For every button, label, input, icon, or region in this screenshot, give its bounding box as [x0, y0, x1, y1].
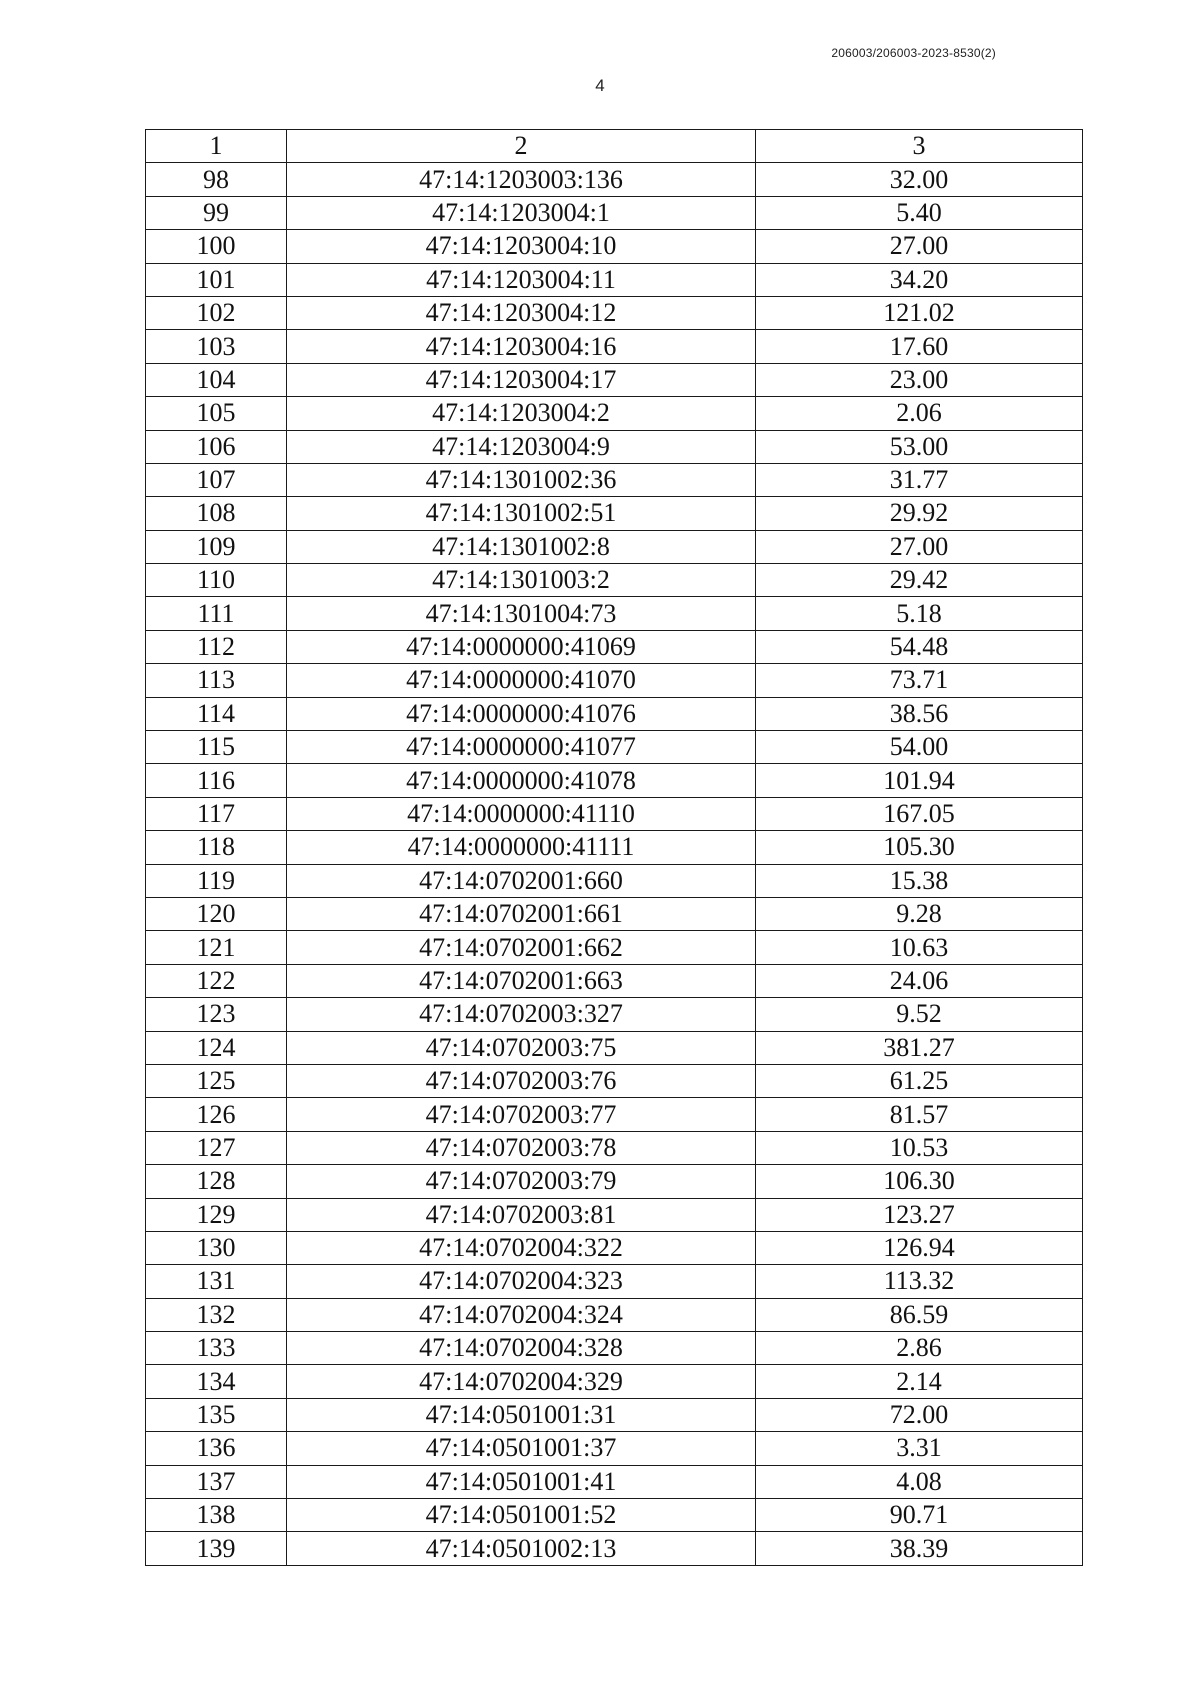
table-row: [146, 964, 1083, 997]
row-number-cell: 125: [146, 1064, 287, 1097]
value-cell: 10.63: [756, 931, 1083, 964]
row-number-cell: 127: [146, 1131, 287, 1164]
cadastral-number-cell: 47:14:1301003:2: [287, 564, 756, 597]
row-number-cell: 100: [146, 230, 287, 263]
table-row: [146, 1098, 1083, 1131]
cadastral-number-cell: 47:14:1203004:17: [287, 363, 756, 396]
value-cell: 23.00: [756, 363, 1083, 396]
cadastral-number-cell: 47:14:0702001:662: [287, 931, 756, 964]
value-cell: 31.77: [756, 463, 1083, 496]
cadastral-number-cell: 47:14:1301002:8: [287, 530, 756, 563]
row-number-cell: 116: [146, 764, 287, 797]
cadastral-number-cell: 47:14:0702004:329: [287, 1365, 756, 1398]
value-cell: 5.40: [756, 196, 1083, 229]
table-row: [146, 1465, 1083, 1498]
cadastral-number-cell: 47:14:1203004:2: [287, 397, 756, 430]
cadastral-number-cell: 47:14:0000000:41110: [287, 797, 756, 830]
value-cell: 10.53: [756, 1131, 1083, 1164]
row-number-cell: 109: [146, 530, 287, 563]
table-row: [146, 1031, 1083, 1064]
value-cell: 381.27: [756, 1031, 1083, 1064]
row-number-cell: 128: [146, 1165, 287, 1198]
row-number-cell: 108: [146, 497, 287, 530]
column-header-2: 2: [287, 130, 756, 163]
row-number-cell: 137: [146, 1465, 287, 1498]
data-table: [145, 129, 1083, 1566]
value-cell: 2.14: [756, 1365, 1083, 1398]
value-cell: 106.30: [756, 1165, 1083, 1198]
cadastral-number-cell: 47:14:0702001:663: [287, 964, 756, 997]
row-number-cell: 136: [146, 1432, 287, 1465]
value-cell: 123.27: [756, 1198, 1083, 1231]
row-number-cell: 113: [146, 664, 287, 697]
cadastral-number-cell: 47:14:1203004:10: [287, 230, 756, 263]
table-row: [146, 1064, 1083, 1097]
cadastral-number-cell: 47:14:1203004:12: [287, 296, 756, 329]
page-number: 4: [595, 76, 605, 95]
value-cell: 9.52: [756, 998, 1083, 1031]
column-header-3: 3: [756, 130, 1083, 163]
row-number-cell: 118: [146, 831, 287, 864]
cadastral-number-cell: 47:14:1203004:1: [287, 196, 756, 229]
table-row: [146, 530, 1083, 563]
value-cell: 101.94: [756, 764, 1083, 797]
row-number-cell: 106: [146, 430, 287, 463]
cadastral-number-cell: 47:14:0000000:41069: [287, 630, 756, 663]
row-number-cell: 119: [146, 864, 287, 897]
table-row: [146, 998, 1083, 1031]
row-number-cell: 107: [146, 463, 287, 496]
table-row: [146, 1131, 1083, 1164]
value-cell: 9.28: [756, 897, 1083, 930]
table-row: [146, 296, 1083, 329]
cadastral-number-cell: 47:14:0501001:37: [287, 1432, 756, 1465]
value-cell: 113.32: [756, 1265, 1083, 1298]
table-row: [146, 564, 1083, 597]
value-cell: 27.00: [756, 530, 1083, 563]
row-number-cell: 115: [146, 731, 287, 764]
table-row: [146, 1231, 1083, 1264]
table-row: [146, 1332, 1083, 1365]
table-row: [146, 1365, 1083, 1398]
value-cell: 29.42: [756, 564, 1083, 597]
row-number-cell: 122: [146, 964, 287, 997]
table-row: [146, 263, 1083, 296]
table-row: [146, 163, 1083, 196]
value-cell: 29.92: [756, 497, 1083, 530]
row-number-cell: 139: [146, 1532, 287, 1565]
row-number-cell: 112: [146, 630, 287, 663]
cadastral-number-cell: 47:14:0000000:41077: [287, 731, 756, 764]
value-cell: 86.59: [756, 1298, 1083, 1331]
cadastral-number-cell: 47:14:1203004:11: [287, 263, 756, 296]
table-row: [146, 397, 1083, 430]
table-row: [146, 497, 1083, 530]
row-number-cell: 110: [146, 564, 287, 597]
row-number-cell: 105: [146, 397, 287, 430]
row-number-cell: 133: [146, 1332, 287, 1365]
value-cell: 27.00: [756, 230, 1083, 263]
row-number-cell: 132: [146, 1298, 287, 1331]
cadastral-number-cell: 47:14:1203004:16: [287, 330, 756, 363]
column-header-1: 1: [146, 130, 287, 163]
table-row: [146, 463, 1083, 496]
value-cell: 105.30: [756, 831, 1083, 864]
row-number-cell: 135: [146, 1398, 287, 1431]
cadastral-number-cell: 47:14:0702004:323: [287, 1265, 756, 1298]
table-row: [146, 1265, 1083, 1298]
value-cell: 38.39: [756, 1532, 1083, 1565]
cadastral-number-cell: 47:14:1203003:136: [287, 163, 756, 196]
value-cell: 32.00: [756, 163, 1083, 196]
cadastral-number-cell: 47:14:0000000:41070: [287, 664, 756, 697]
table-row: [146, 430, 1083, 463]
table-row: [146, 731, 1083, 764]
cadastral-number-cell: 47:14:0702003:327: [287, 998, 756, 1031]
cadastral-number-cell: 47:14:0000000:41111: [287, 831, 756, 864]
table-row: [146, 1499, 1083, 1532]
cadastral-number-cell: 47:14:0501001:41: [287, 1465, 756, 1498]
cadastral-number-cell: 47:14:0702003:79: [287, 1165, 756, 1198]
value-cell: 2.86: [756, 1332, 1083, 1365]
table-row: [146, 630, 1083, 663]
row-number-cell: 101: [146, 263, 287, 296]
table-row: [146, 764, 1083, 797]
value-cell: 61.25: [756, 1064, 1083, 1097]
table-row: [146, 230, 1083, 263]
cadastral-number-cell: 47:14:0000000:41078: [287, 764, 756, 797]
table-row: [146, 1165, 1083, 1198]
cadastral-number-cell: 47:14:0702001:660: [287, 864, 756, 897]
value-cell: 167.05: [756, 797, 1083, 830]
cadastral-number-cell: 47:14:1203004:9: [287, 430, 756, 463]
value-cell: 73.71: [756, 664, 1083, 697]
table-row: [146, 897, 1083, 930]
row-number-cell: 98: [146, 163, 287, 196]
table-row: [146, 1432, 1083, 1465]
row-number-cell: 124: [146, 1031, 287, 1064]
row-number-cell: 99: [146, 196, 287, 229]
cadastral-number-cell: 47:14:1301002:36: [287, 463, 756, 496]
value-cell: 34.20: [756, 263, 1083, 296]
table-row: [146, 363, 1083, 396]
cadastral-number-cell: 47:14:0702003:76: [287, 1064, 756, 1097]
table-row: [146, 1198, 1083, 1231]
document-reference: 206003/206003-2023-8530(2): [831, 46, 996, 60]
table-row: [146, 864, 1083, 897]
table-row: [146, 1398, 1083, 1431]
cadastral-number-cell: 47:14:0501001:52: [287, 1499, 756, 1532]
table-row: [146, 1532, 1083, 1565]
table-row: [146, 697, 1083, 730]
table-row: [146, 1298, 1083, 1331]
value-cell: 15.38: [756, 864, 1083, 897]
value-cell: 3.31: [756, 1432, 1083, 1465]
table-row: [146, 196, 1083, 229]
table-body: [146, 130, 1083, 1566]
cadastral-number-cell: 47:14:0702004:322: [287, 1231, 756, 1264]
value-cell: 24.06: [756, 964, 1083, 997]
row-number-cell: 102: [146, 296, 287, 329]
cadastral-number-cell: 47:14:0000000:41076: [287, 697, 756, 730]
row-number-cell: 129: [146, 1198, 287, 1231]
value-cell: 4.08: [756, 1465, 1083, 1498]
value-cell: 53.00: [756, 430, 1083, 463]
value-cell: 54.00: [756, 731, 1083, 764]
row-number-cell: 134: [146, 1365, 287, 1398]
row-number-cell: 114: [146, 697, 287, 730]
cadastral-number-cell: 47:14:0702003:77: [287, 1098, 756, 1131]
row-number-cell: 126: [146, 1098, 287, 1131]
value-cell: 126.94: [756, 1231, 1083, 1264]
value-cell: 90.71: [756, 1499, 1083, 1532]
cadastral-number-cell: 47:14:0702004:324: [287, 1298, 756, 1331]
table-header-row: [146, 130, 1083, 163]
row-number-cell: 131: [146, 1265, 287, 1298]
value-cell: 38.56: [756, 697, 1083, 730]
table-row: [146, 330, 1083, 363]
row-number-cell: 123: [146, 998, 287, 1031]
row-number-cell: 103: [146, 330, 287, 363]
value-cell: 81.57: [756, 1098, 1083, 1131]
row-number-cell: 120: [146, 897, 287, 930]
value-cell: 5.18: [756, 597, 1083, 630]
cadastral-number-cell: 47:14:1301002:51: [287, 497, 756, 530]
row-number-cell: 121: [146, 931, 287, 964]
value-cell: 17.60: [756, 330, 1083, 363]
table-row: [146, 931, 1083, 964]
cadastral-number-cell: 47:14:0702004:328: [287, 1332, 756, 1365]
table-row: [146, 831, 1083, 864]
value-cell: 2.06: [756, 397, 1083, 430]
row-number-cell: 138: [146, 1499, 287, 1532]
row-number-cell: 117: [146, 797, 287, 830]
cadastral-number-cell: 47:14:0702001:661: [287, 897, 756, 930]
table-row: [146, 797, 1083, 830]
row-number-cell: 104: [146, 363, 287, 396]
value-cell: 121.02: [756, 296, 1083, 329]
cadastral-number-cell: 47:14:0501002:13: [287, 1532, 756, 1565]
cadastral-number-cell: 47:14:0702003:78: [287, 1131, 756, 1164]
row-number-cell: 111: [146, 597, 287, 630]
table-row: [146, 664, 1083, 697]
cadastral-number-cell: 47:14:0501001:31: [287, 1398, 756, 1431]
cadastral-number-cell: 47:14:1301004:73: [287, 597, 756, 630]
value-cell: 72.00: [756, 1398, 1083, 1431]
data-table-container: [145, 129, 1082, 1566]
cadastral-number-cell: 47:14:0702003:75: [287, 1031, 756, 1064]
cadastral-number-cell: 47:14:0702003:81: [287, 1198, 756, 1231]
value-cell: 54.48: [756, 630, 1083, 663]
row-number-cell: 130: [146, 1231, 287, 1264]
table-row: [146, 597, 1083, 630]
